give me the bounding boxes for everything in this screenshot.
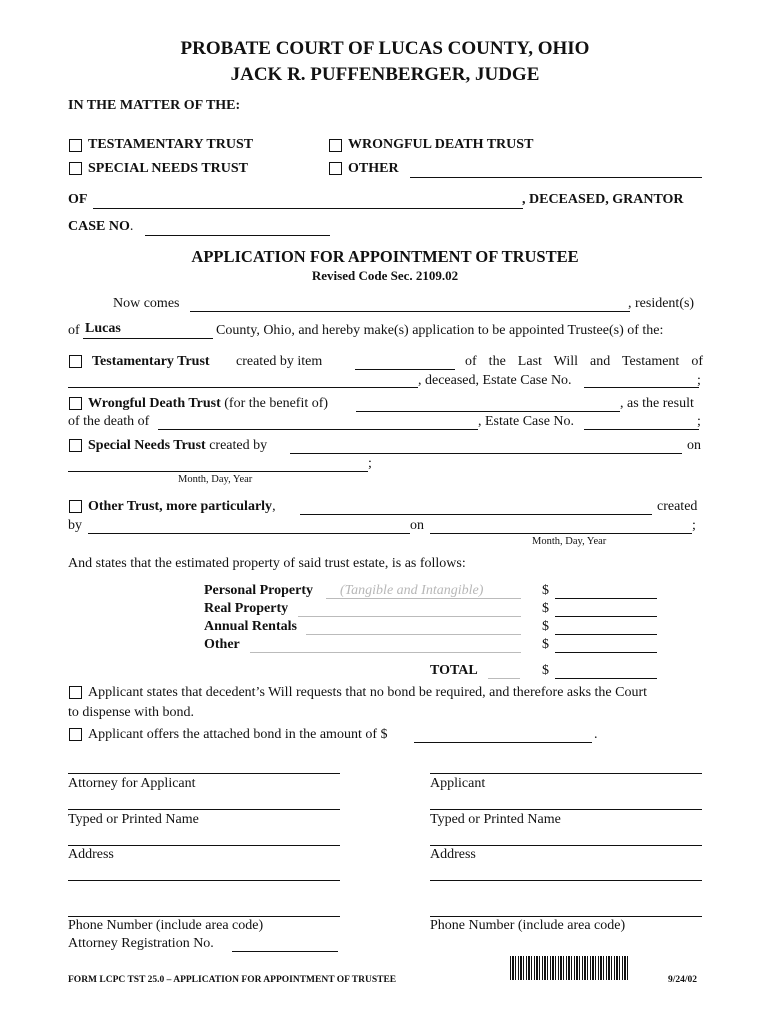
semicolon-4: ;	[692, 518, 696, 533]
other-property-label: Other	[204, 637, 240, 652]
wrongful-death-trust-checkbox[interactable]	[329, 139, 342, 152]
as-result-text: , as the result	[620, 396, 694, 411]
other-trust-field[interactable]	[410, 177, 702, 178]
attorney-registration-field[interactable]	[232, 951, 338, 952]
on-text-1: on	[687, 438, 701, 453]
wrongful-death-trust-label: WRONGFUL DEATH TRUST	[348, 137, 534, 152]
other-trust-date-field[interactable]	[430, 533, 692, 534]
applicant-address-line-2[interactable]	[430, 880, 702, 881]
item-number-field[interactable]	[355, 369, 455, 370]
comma-text: ,	[272, 499, 276, 514]
now-comes-text: Now comes	[113, 296, 180, 311]
case-no-label: CASE NO	[68, 219, 130, 234]
offer-bond-checkbox[interactable]	[69, 728, 82, 741]
applicant-address-line[interactable]	[430, 845, 702, 846]
applicant-signature-line[interactable]	[430, 773, 702, 774]
bond-amount-field[interactable]	[414, 742, 592, 743]
judge-title: JACK R. PUFFENBERGER, JUDGE	[230, 64, 540, 85]
states-estimated-text: And states that the estimated property of said trust estate, is as follows:	[68, 556, 466, 571]
beneficiary-field[interactable]	[356, 411, 620, 412]
semicolon-3: ;	[368, 456, 372, 471]
created-by-text: created by	[209, 438, 268, 453]
estate-case-text: , Estate Case No.	[478, 414, 575, 429]
dollar-3: $	[542, 619, 549, 634]
barcode	[510, 956, 630, 980]
bond-period: .	[594, 727, 598, 742]
other-trust-label: OTHER	[348, 161, 399, 176]
special-needs-trust-label: SPECIAL NEEDS TRUST	[88, 161, 249, 176]
on-text-2: on	[410, 518, 424, 533]
deceased-estate-text: , deceased, Estate Case No.	[418, 373, 572, 388]
attorney-for-applicant-label: Attorney for Applicant	[68, 776, 196, 791]
total-amount[interactable]	[555, 678, 657, 679]
attorney-address-line[interactable]	[68, 845, 340, 846]
dollar-2: $	[542, 601, 549, 616]
special-needs-trust-checkbox[interactable]	[69, 162, 82, 175]
created-text: created	[657, 499, 698, 514]
revision-date: 9/24/02	[668, 975, 698, 985]
special-needs-creator-field[interactable]	[290, 453, 682, 454]
county-field[interactable]	[83, 338, 213, 339]
other-property-amount[interactable]	[555, 652, 657, 653]
benefit-of-text: (for the benefit of)	[224, 396, 329, 411]
applicant-names-field[interactable]	[190, 311, 630, 312]
death-of-text: of the death of	[68, 414, 150, 429]
by-text: by	[68, 518, 82, 533]
annual-rentals-leader	[306, 634, 521, 635]
other-trust-option-checkbox[interactable]	[69, 500, 82, 513]
case-no-field[interactable]	[145, 235, 330, 236]
other-trust-creator-field[interactable]	[88, 533, 410, 534]
dollar-4: $	[542, 637, 549, 652]
deceased-grantor-label: , DECEASED, GRANTOR	[522, 192, 684, 207]
residents-text: , resident(s)	[628, 296, 695, 311]
annual-rentals-label: Annual Rentals	[204, 619, 297, 634]
county-statement: County, Ohio, and hereby make(s) application to be appointed Trustee(s) of the:	[216, 323, 664, 338]
applicant-address-label: Address	[430, 847, 476, 862]
offer-bond-text: Applicant offers the attached bond in the amount of $	[88, 727, 388, 742]
case-no-dot: .	[129, 219, 134, 234]
created-by-item-text: created by item	[236, 354, 323, 369]
dollar-5: $	[542, 663, 549, 678]
form-footer: FORM LCPC TST 25.0 – APPLICATION FOR APPOINTMENT OF TRUSTEE	[68, 975, 397, 985]
testamentary-trust-label: TESTAMENTARY TRUST	[88, 137, 254, 152]
testator-name-field[interactable]	[68, 387, 418, 388]
date-hint-2: Month, Day, Year	[532, 536, 607, 547]
testamentary-estate-case-field[interactable]	[584, 387, 699, 388]
decedent-field[interactable]	[158, 429, 478, 430]
total-label: TOTAL	[430, 663, 478, 678]
other-property-leader	[250, 652, 521, 653]
dollar-1: $	[542, 583, 549, 598]
of-text: of	[68, 323, 80, 338]
date-hint-1: Month, Day, Year	[178, 474, 253, 485]
dispense-bond-text-1: Applicant states that decedent’s Will requests that no bond be required, and therefore asks the Court	[88, 685, 648, 700]
semicolon-2: ;	[697, 414, 701, 429]
real-property-label: Real Property	[204, 601, 289, 616]
testamentary-option-checkbox[interactable]	[69, 355, 82, 368]
wrongful-death-option-label: Wrongful Death Trust	[88, 396, 221, 411]
real-property-amount[interactable]	[555, 616, 657, 617]
personal-property-label: Personal Property	[204, 583, 313, 598]
wrongful-death-option-checkbox[interactable]	[69, 397, 82, 410]
personal-property-amount[interactable]	[555, 598, 657, 599]
application-title: APPLICATION FOR APPOINTMENT OF TRUSTEE	[191, 247, 579, 266]
attorney-typed-name-label: Typed or Printed Name	[68, 812, 199, 827]
attorney-signature-line[interactable]	[68, 773, 340, 774]
total-leader	[488, 678, 520, 679]
applicant-phone-label: Phone Number (include area code)	[430, 918, 626, 933]
attorney-registration-label: Attorney Registration No.	[68, 936, 214, 951]
other-trust-option-label: Other Trust, more particularly	[88, 499, 273, 514]
applicant-phone-line[interactable]	[430, 916, 702, 917]
dispense-bond-checkbox[interactable]	[69, 686, 82, 699]
of-label: OF	[68, 192, 88, 207]
revised-code-subtitle: Revised Code Sec. 2109.02	[311, 268, 459, 283]
semicolon-1: ;	[697, 373, 701, 388]
attorney-typed-name-line[interactable]	[68, 809, 340, 810]
personal-property-hint: (Tangible and Intangible)	[340, 583, 484, 598]
attorney-phone-label: Phone Number (include area code)	[68, 918, 264, 933]
annual-rentals-amount[interactable]	[555, 634, 657, 635]
attorney-address-line-2[interactable]	[68, 880, 340, 881]
other-trust-description-field[interactable]	[300, 514, 652, 515]
testamentary-trust-checkbox[interactable]	[69, 139, 82, 152]
applicant-label: Applicant	[430, 776, 486, 791]
special-needs-option-label: Special Needs Trust	[88, 438, 206, 453]
of-last-will-text: of the Last Will and Testament of	[465, 354, 703, 369]
applicant-typed-name-line[interactable]	[430, 809, 702, 810]
attorney-phone-line[interactable]	[68, 916, 340, 917]
other-trust-checkbox[interactable]	[329, 162, 342, 175]
special-needs-date-field[interactable]	[68, 471, 368, 472]
personal-property-leader	[326, 598, 521, 599]
wrongful-estate-case-field[interactable]	[584, 429, 699, 430]
matter-heading: IN THE MATTER OF THE:	[68, 98, 241, 113]
attorney-address-label: Address	[68, 847, 114, 862]
applicant-typed-name-label: Typed or Printed Name	[430, 812, 561, 827]
dispense-bond-text-2: to dispense with bond.	[68, 705, 194, 720]
special-needs-option-checkbox[interactable]	[69, 439, 82, 452]
court-title: PROBATE COURT OF LUCAS COUNTY, OHIO	[180, 38, 590, 59]
real-property-leader	[298, 616, 521, 617]
testamentary-option-label: Testamentary Trust	[92, 354, 210, 369]
grantor-name-field[interactable]	[93, 208, 523, 209]
county-value[interactable]: Lucas	[85, 321, 121, 336]
